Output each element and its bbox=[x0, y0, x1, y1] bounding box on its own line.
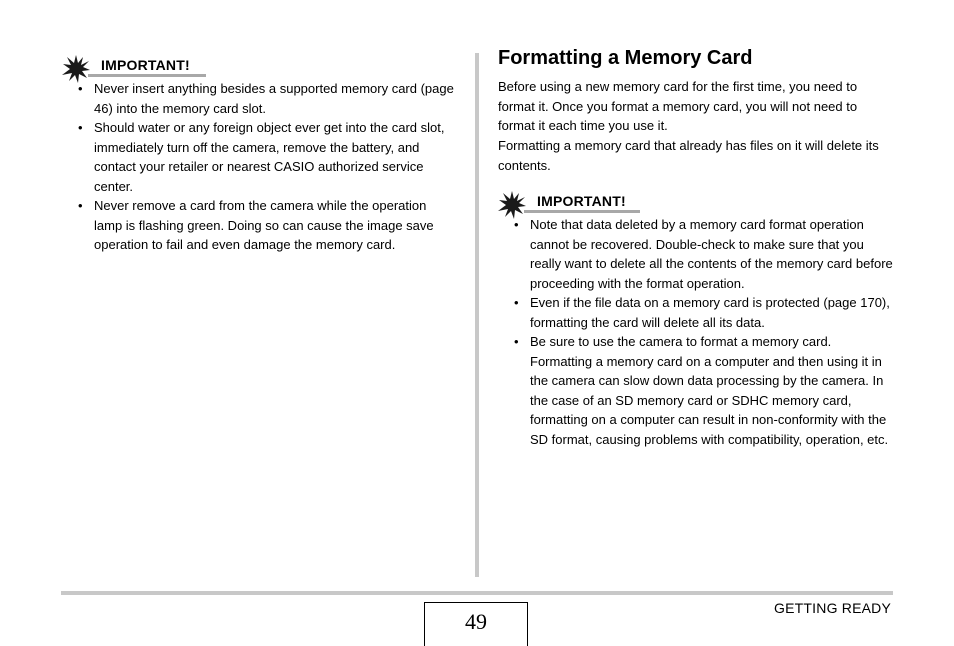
important-notice-header bbox=[498, 191, 648, 215]
list-item: • Be sure to use the camera to format a memory card. Formatting a memory card on a computer and then using it in the camera can slow down data processing by the camera. In the case of an SD memory card or SDHC memory card, formatting on a computer can result in non-conformity with the SD format, causing problems with compatibility, operation, etc. bbox=[498, 332, 893, 449]
page-number: 49 bbox=[424, 602, 528, 646]
list-item: • Never insert anything besides a supported memory card (page 46) into the memory card slot. bbox=[62, 79, 457, 118]
footer-section-name: GETTING READY bbox=[774, 600, 891, 616]
important-notice-header bbox=[62, 55, 212, 79]
right-bullet-list bbox=[498, 215, 893, 449]
intro-paragraph-2: Formatting a memory card that already has files on it will delete its contents. bbox=[498, 138, 879, 173]
left-bullet-list bbox=[62, 79, 457, 255]
column-divider bbox=[475, 53, 479, 577]
footer-rule bbox=[61, 591, 893, 595]
intro-paragraph: Before using a new memory card for the first time, you need to format it. Once you format a memory card, you will not need to format it each time you use it. bbox=[498, 79, 858, 133]
list-item: • Should water or any foreign object ever get into the card slot, immediately turn off the camera, remove the battery, and contact your retailer or nearest CASIO authorized service center. bbox=[62, 118, 457, 196]
important-underline bbox=[88, 74, 206, 77]
important-label: IMPORTANT! bbox=[101, 57, 190, 73]
list-item: • Note that data deleted by a memory card format operation cannot be recovered. Double-check to make sure that you really want to delete all the contents of the memory card before proceeding with the format operation. bbox=[498, 215, 893, 293]
important-underline bbox=[524, 210, 640, 213]
section-title: Formatting a Memory Card bbox=[498, 47, 753, 69]
list-item: • Even if the file data on a memory card is protected (page 170), formatting the card will delete all its data. bbox=[498, 293, 893, 332]
important-label: IMPORTANT! bbox=[537, 193, 626, 209]
list-item: • Never remove a card from the camera while the operation lamp is flashing green. Doing so can cause the image save operation to fail and even damage the memory card. bbox=[62, 196, 457, 255]
